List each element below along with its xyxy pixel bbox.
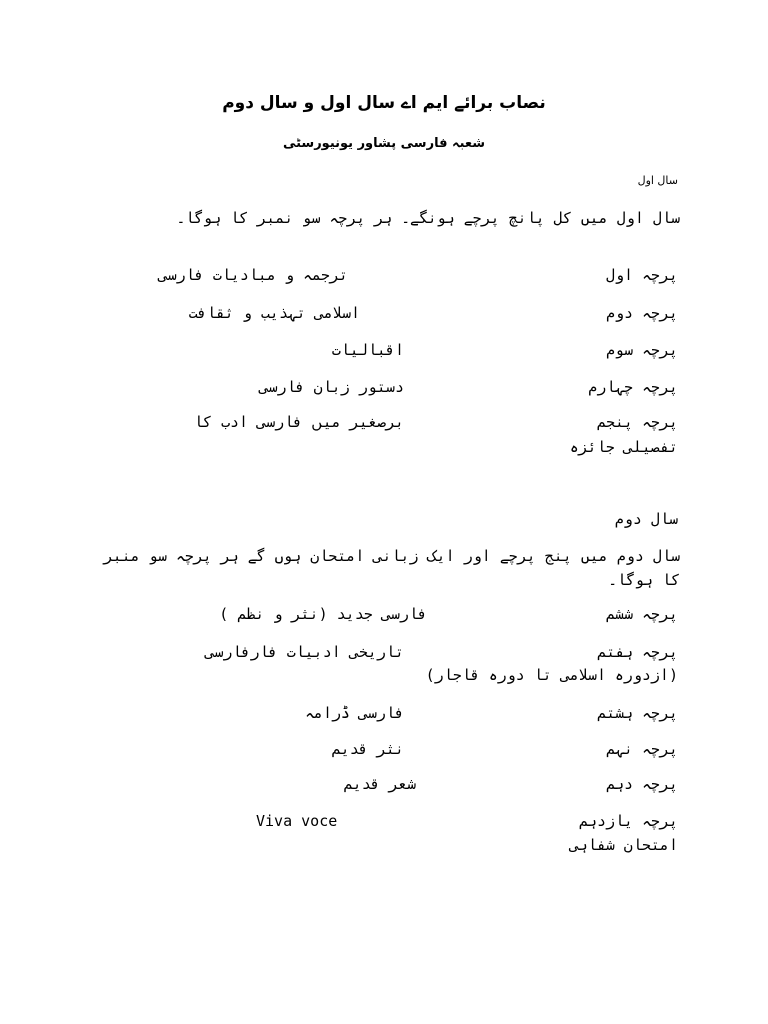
year2-intro: سال دوم میں پنج پرچے اور ایک زبانی امتحان ہوں گے ہر پرچہ سو منبر کا ہوگا۔ <box>103 547 680 589</box>
paper-2-name: پرچہ دوم <box>605 304 678 322</box>
paper-6-name: پرچہ ششم <box>605 605 678 623</box>
paper-5-title-continued: تفصیلی جائزہ <box>569 438 678 456</box>
paper-1-title: ترجمہ و مبادیات فارسی <box>158 266 348 284</box>
paper-10-name: پرچہ دہم <box>606 775 678 793</box>
paper-4-name: پرچہ چہارم <box>588 378 678 396</box>
paper-11-title: Viva voce <box>256 812 338 830</box>
paper-9-title: نثر قدیم <box>331 740 404 758</box>
paper-3-title: اقبالیات <box>331 341 404 359</box>
paper-3-name: پرچہ سوم <box>605 341 678 359</box>
paper-6-title: فارسی جدید (نثر و نظم ) <box>219 605 427 623</box>
paper-7-name: پرچہ ہفتم <box>597 643 678 661</box>
year1-intro: سال اول میں کل پانچ پرچے ہونگے۔ ہر پرچہ سو نمبر کا ہوگا۔ <box>176 209 680 227</box>
paper-8-name: پرچہ ہشتم <box>597 704 678 722</box>
paper-10-title: شعر قدیم <box>343 775 416 793</box>
year1-heading: سال اول <box>637 174 678 187</box>
paper-1-name: پرچہ اول <box>605 266 678 284</box>
paper-11-name: پرچہ یازدہم <box>579 812 678 830</box>
paper-5-name: پرچہ پنجم <box>596 413 678 431</box>
paper-7-title-continued: (ازدورہ اسلامی تا دورہ قاجار) <box>425 666 678 684</box>
paper-4-title: دستور زبان فارسی <box>259 378 404 396</box>
paper-2-title: اسلامی تہذیب و ثقافت <box>188 304 360 322</box>
paper-5-title: برصغیر میں فارسی ادب کا <box>193 413 404 431</box>
paper-7-title: تاریخی ادبیات فارفارسی <box>205 643 404 661</box>
paper-8-title: فارسی ڈرامہ <box>305 704 404 722</box>
paper-11-title-continued: امتحان شفاہی <box>569 836 678 854</box>
paper-9-name: پرچہ نہم <box>606 740 678 758</box>
page-title: نصاب برائے ایم اے سال اول و سال دوم <box>222 93 546 113</box>
page-subtitle: شعبہ فارسی پشاور یونیورسٹی <box>282 136 486 151</box>
year2-heading: سال دوم <box>614 510 678 528</box>
